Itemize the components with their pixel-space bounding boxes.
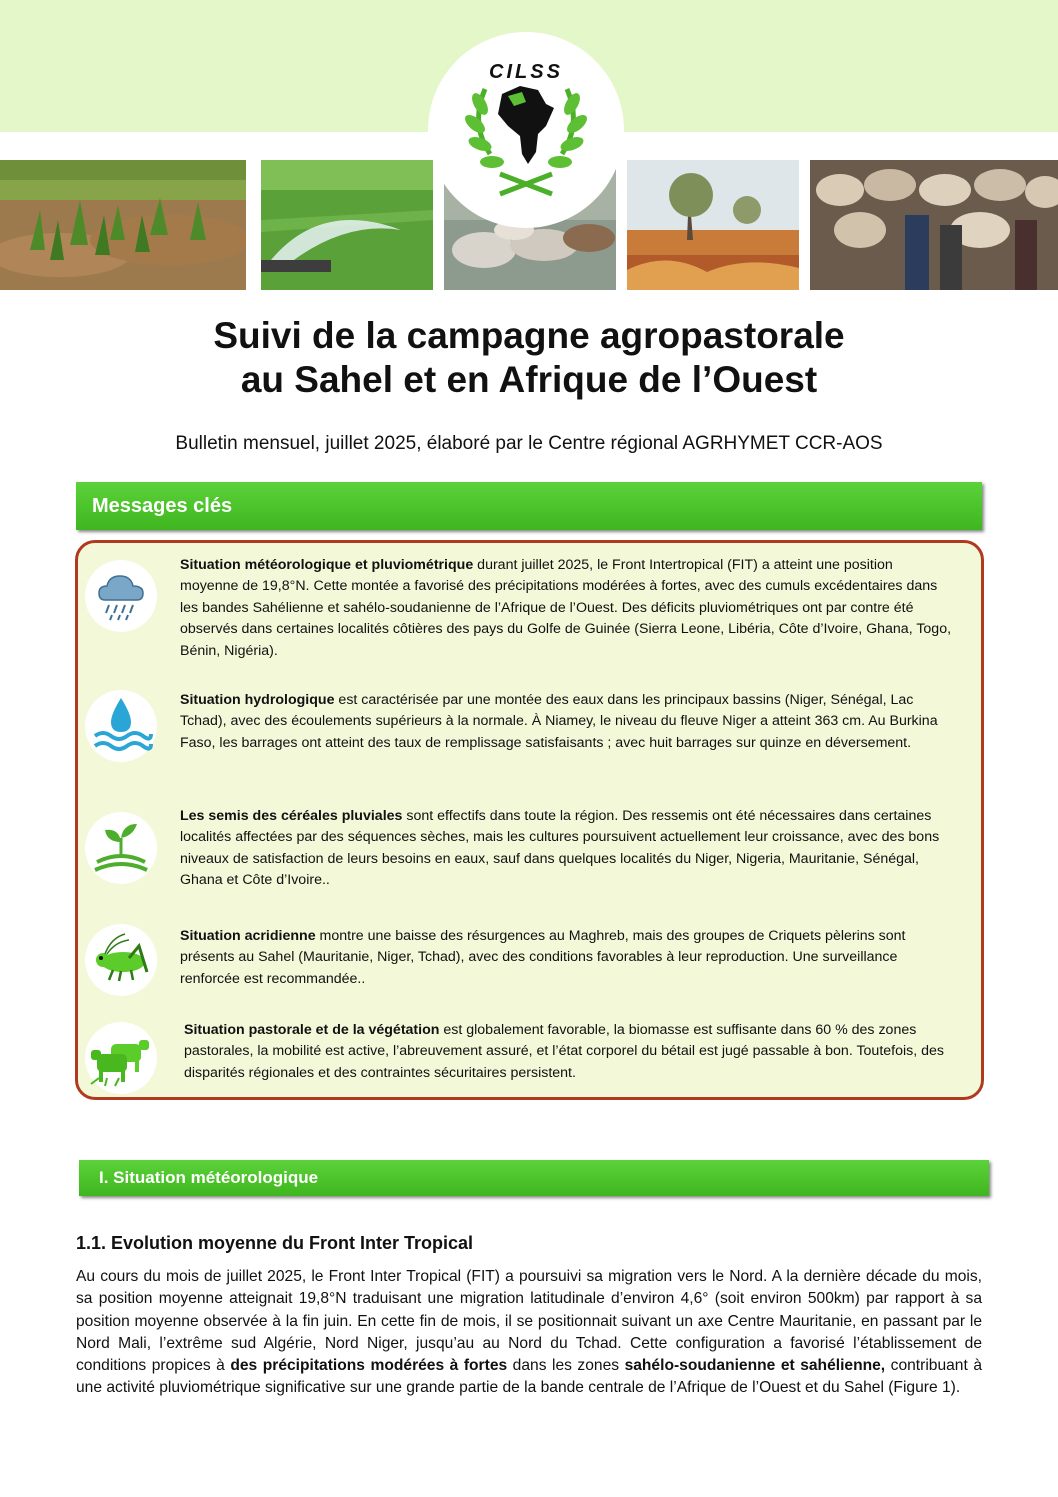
locust-icon <box>85 924 157 996</box>
message-hydro-lead: Situation hydrologique <box>180 692 335 708</box>
message-hydro-text: est caractérisée par une montée des eaux dans les principaux bassins (Niger, Sénégal, Lac Tchad), avec des écoulements supérieurs à la normale. À Niamey, le niveau du fleuve Niger a atteint 363 cm. Au Burkina Faso, les barrages ont atteint des taux de remplissage satisfaisants ; avec huit barrages sur quinze en déversement. <box>180 692 938 751</box>
subsection-heading: 1.1. Evolution moyenne du Front Inter Tropical <box>76 1233 474 1253</box>
water-drop-icon <box>85 690 157 762</box>
rain-cloud-icon <box>85 560 157 632</box>
cilss-logo <box>430 34 622 226</box>
key-messages-heading: Messages clés <box>76 482 982 530</box>
livestock-icon <box>85 1022 157 1094</box>
message-meteo-text: durant juillet 2025, le Front Intertropical (FIT) a atteint une position moyenne de 19,8°N. Cette montée a favorisé des précipitations modérées à fortes, avec des cumuls excédentaires dans les bandes Sahélienne et sahélo-soudanienne de l’Afrique de l’Ouest. Des déficits pluviométriques ont par contre été observés dans certaines localités côtières des pays du Golfe de Guinée (Sierra Leone, Libéria, Côte d’Ivoire, Ghana, Togo, Bénin, Nigéria). <box>180 557 952 659</box>
paragraph-part-1: Au cours du mois de juillet 2025, le Front Inter Tropical (FIT) a poursuivi sa migration vers le Nord. A la dernière décade du mois, sa position moyenne atteignait 19,8°N traduisant une migration latitudinale d’environ 4,6° (soit environ 500km) par rapport à sa position moyenne observée à la fin juin. En cette fin de mois, il se positionnait suivant un axe Centre Mauritanie, en passant par le Nord Mali, l’extrême sud Algérie, Nord Niger, jusqu’au au Nord du Tchad. Cette configuration a favorisé l’établissement de conditions propices à <box>76 1268 982 1375</box>
message-pastoral-lead: Situation pastorale et de la végétation <box>184 1022 440 1038</box>
subtitle: Bulletin mensuel, juillet 2025, élaboré par le Centre régional AGRHYMET CCR-AOS <box>175 433 883 454</box>
title-line-2: au Sahel et en Afrique de l’Ouest <box>240 359 818 400</box>
title-line-1: Suivi de la campagne agropastorale <box>213 315 845 356</box>
section-heading-meteo: I. Situation météorologique <box>79 1160 989 1196</box>
paragraph-part-2: dans les zones <box>507 1357 625 1375</box>
message-meteo-lead: Situation météorologique et pluviométrique <box>180 557 474 573</box>
message-cereals <box>180 806 953 892</box>
photo-bushfire <box>627 160 799 290</box>
message-hydro <box>180 690 953 754</box>
message-cereals-text: sont effectifs dans toute la région. Des ressemis ont été nécessaires dans certaines localités affectées par des séquences sèches, mais les cultures poursuivent actuellement leur croissance, avec des bons niveaux de satisfaction de leurs besoins en eaux, sauf dans quelques localités du Niger, Nigeria, Mauritanie, Sénégal, Ghana et Côte d’Ivoire.. <box>180 808 940 889</box>
logo-text: CILSS <box>489 61 563 83</box>
message-meteo <box>180 555 953 662</box>
message-locust-text: montre une baisse des résurgences au Maghreb, mais des groupes de Criquets pèlerins sont présents au Sahel (Mauritanie, Niger, Tchad), avec des conditions favorables à leur reproduction. Une surveillance renforcée est recommandée.. <box>180 928 906 987</box>
message-pastoral-text: est globalement favorable, la biomasse est suffisante dans 60 % des zones pastorales, la mobilité est active, l’abreuvement assuré, et l’état corporel du bétail est jugé passable à bon. Toutefois, des disparités régionales et des contraintes sécuritaires persistent. <box>184 1022 944 1081</box>
message-pastoral <box>184 1020 953 1084</box>
message-locust-lead: Situation acridienne <box>180 928 316 944</box>
seedling-icon <box>85 812 157 884</box>
photo-grain-market <box>810 160 1058 290</box>
photo-crop-field <box>0 160 246 290</box>
message-locust <box>180 926 953 990</box>
message-cereals-lead: Les semis des céréales pluviales <box>180 808 403 824</box>
paragraph-bold-1: des précipitations modérées à fortes <box>230 1357 508 1375</box>
page-title <box>0 314 1058 402</box>
photo-irrigation <box>261 160 433 290</box>
section-paragraph <box>76 1266 982 1400</box>
paragraph-bold-2: sahélo-soudanienne et sahélienne, <box>624 1357 886 1375</box>
paragraph-part-3: contribuant à une activité pluviométrique significative sur une grande partie de la bande centrale de l’Afrique de l’Ouest et du Sahel (Figure 1). <box>76 1357 982 1397</box>
